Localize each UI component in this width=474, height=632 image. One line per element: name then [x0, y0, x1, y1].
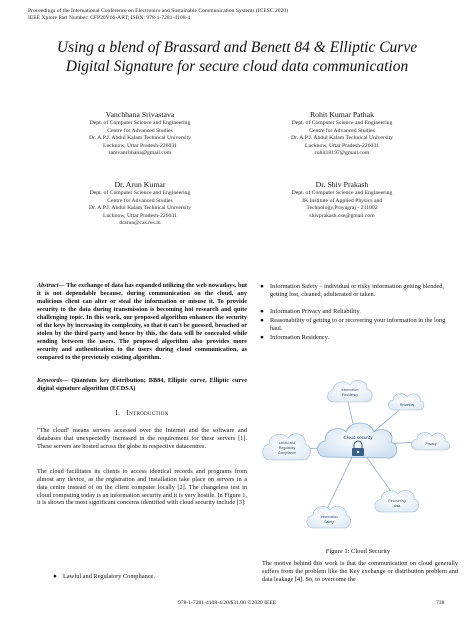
author-email: drarun@cas.res.in: [119, 220, 161, 227]
section-title: Introduction: [126, 409, 169, 417]
intro-paragraph-2: The cloud facilitates its clients to access identical records and programs from almost any device, as the registration and installation take place on servers in a data centre instead of on the client computer locally [2]. The changeless test in cloud computing today is an information security and it is very hostile. In Figure 1, it is shown the most significant concerns identified with cloud security include [3]:: [37, 468, 247, 507]
author-name: Dr. Arun Kumar: [114, 180, 166, 189]
privacy-node: [411, 432, 449, 450]
cloud-security-node: [318, 423, 397, 458]
author-institute: JK Institute of Applied Physics and: [301, 197, 383, 204]
bullet-icon: ●: [260, 317, 264, 324]
abstract: [37, 282, 247, 362]
author-centre: Centre for Advanced Studies: [107, 197, 173, 204]
reliability-node: [388, 393, 424, 410]
author-dept: Dept. of Computer Science and Engineering: [89, 190, 191, 196]
lawful-node: [263, 434, 311, 460]
paper-title: [16, 38, 458, 76]
isbn-line: IEEE Xplore Part Number: CFP20V66-ART; ISBN: 978-1-7281-4108-4: [28, 15, 191, 22]
recovering-node: [375, 490, 419, 512]
author-block-1: [55, 110, 225, 158]
privacy-label: Privacy: [425, 442, 437, 446]
author-name: Vanchhana Srivastava: [105, 110, 175, 119]
author-dept: Dept. of Computer Science and Engineering: [89, 120, 191, 126]
list-item: [260, 283, 458, 299]
safety-label-2: Safety: [324, 520, 334, 524]
author-centre: Centre for Advanced Studies: [309, 127, 375, 134]
keywords: [37, 377, 247, 393]
lawful-label-3: Compliance: [278, 451, 296, 455]
bullet-icon: ●: [260, 308, 264, 315]
cloud-security-figure: [258, 360, 458, 550]
author-city: Lucknow, Uttar Pradesh-226031: [304, 142, 380, 149]
residency-label-1: Information: [341, 388, 359, 392]
copyright-line: 978-1-7281-4108-4/20/$31.00 ©2020 IEEE: [178, 600, 277, 606]
section-number: I.: [115, 409, 121, 417]
author-university: Dr. A.P.J. Abdul Kalam Technical University: [88, 205, 191, 212]
safety-node: [307, 506, 351, 528]
author-name: Dr. Shiv Prakash: [315, 180, 369, 189]
author-email: rohit18197@gmail.com: [314, 150, 370, 157]
title-line-1: Using a blend of Brassard and Benett 84 & Elliptic Curve: [56, 39, 418, 56]
keywords-label: Keywords—: [37, 377, 69, 384]
author-block-2: [257, 110, 427, 158]
author-institute-city: Technology,Prayagraj - 211002: [306, 205, 378, 212]
abstract-label: Abstract—: [37, 282, 65, 289]
title-line-2: Digital Signature for secure cloud data communication: [65, 58, 409, 75]
bullet-icon: ●: [260, 283, 264, 290]
list-item: [260, 317, 458, 333]
lawful-label-1: Lawful and: [278, 441, 296, 445]
page-number: 738: [436, 600, 445, 606]
author-city: Lucknow, Uttar Pradesh-226031: [102, 212, 178, 219]
list-item-text: Lawful and Regulatory Compliance.: [63, 573, 155, 580]
motive-paragraph: The motive behind this work is that the communication on cloud generally suffers from the problem like the Key exchange or distribution problem and data leakage [4]. So, to overcome the: [262, 560, 458, 583]
cloud-security-label: Cloud security: [343, 435, 373, 440]
bullet-icon: ●: [53, 573, 57, 580]
list-item: [260, 308, 458, 316]
intro-paragraph-1: "The cloud" means servers accessed over the Internet and the software and databases that unexpectedly increased in the requirement for these servers [1]. These servers are hosted across the globe in respective datacentres.: [37, 427, 247, 450]
author-dept: Dept. of Computer Science and Engineering: [291, 190, 393, 196]
list-item: [53, 573, 247, 581]
proceedings-line: Proceedings of the International Conference on Electronics and Sustainable Communication Systems (ICESC 2020): [28, 8, 289, 14]
author-university: Dr. A.P.J. Abdul Kalam Technical University: [290, 135, 393, 142]
recovering-label-1: Recovering: [388, 499, 406, 503]
author-city: Lucknow, Uttar Pradesh-226031: [102, 142, 178, 149]
author-dept: Dept. of Computer Science and Engineering: [291, 120, 393, 126]
author-name: Rohit Kumar Pathak: [309, 110, 375, 119]
keywords-text: Quantum key distribution; BB84, Elliptic curve, Elliptic curve digital signature algorithm (ECDSA): [37, 377, 247, 392]
residency-label-2: Residency: [342, 393, 358, 397]
recovering-label-2: data: [393, 504, 401, 508]
author-block-4: [257, 180, 427, 220]
section-heading: [37, 409, 247, 417]
author-email: iamvanchhana@gmail.com: [108, 150, 172, 157]
author-centre: Centre for Advanced Studies: [107, 127, 173, 134]
proceedings-header: [28, 8, 288, 22]
list-item-text: Information Residency.: [270, 334, 330, 341]
author-block-3: [55, 180, 225, 228]
abstract-text: The exchange of data has expanded utilizing the web nowadays, but it is not dependable because, during communication on the cloud, any malicious client can alter or steal the information or misuse it. To provide security to the data during transmission is becoming hot research and quite challenging topic. In this work, our proposed algorithm enhances the security of the keys by increasing its complexity, so that it can't be guessed, breached or stolen by the third party and hence by this, the data will be concealed while sending between the users. The proposed algorithm also provides more security and authentication to the users during cloud communication, as compared to the previously existing algorithm.: [37, 282, 247, 361]
residency-node: [327, 380, 372, 402]
bullet-icon: ●: [260, 334, 264, 341]
list-item: [260, 334, 458, 342]
figure-diagram: [258, 360, 458, 550]
safety-label-1: Information: [320, 515, 338, 519]
lawful-label-2: Regulatory: [278, 446, 296, 450]
figure-caption: Figure 1: Cloud Security: [325, 548, 391, 555]
author-university: Dr. A.P.J. Abdul Kalam Technical University: [88, 135, 191, 142]
page-footer: [0, 600, 474, 610]
list-item-text: Information Privacy and Reliability.: [270, 308, 361, 315]
reliability-label: Reliability: [399, 403, 415, 407]
list-item-text: Information Safety – individual or risky information getting blended, getting lost, cleaned, adulterated or taken.: [270, 283, 445, 298]
author-email: shivprakash.cse@gmail.com: [309, 212, 375, 219]
list-item-text: Reasonability of getting to or recovering your information in the long haul.: [270, 317, 446, 332]
